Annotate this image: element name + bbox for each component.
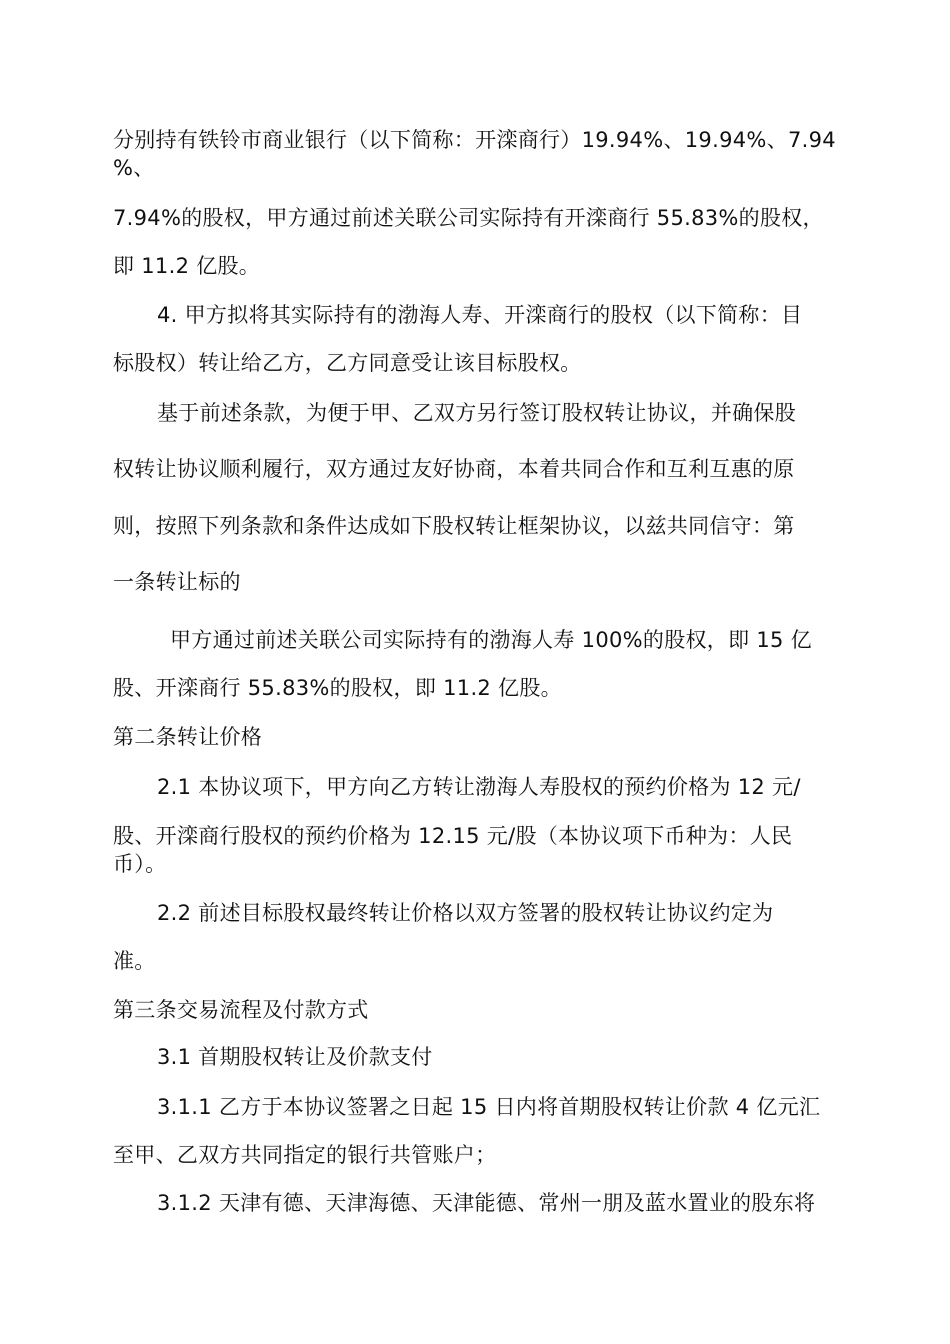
text-line-3: 7.94%的股权，甲方通过前述关联公司实际持有开滦商行 55.83%的股权，: [113, 206, 824, 230]
section-heading-3: 第三条交易流程及付款方式: [113, 998, 369, 1022]
text-line-1: 分别持有铁铃市商业银行（以下简称：开滦商行）19.94%、19.94%、7.94: [113, 128, 836, 152]
text-line-12: 股、开滦商行 55.83%的股权，即 11.2 亿股。: [113, 676, 562, 700]
text-line-9: 则，按照下列条款和条件达成如下股权转让框架协议，以兹共同信守：第: [113, 514, 795, 538]
text-line-8: 权转让协议顺利履行，双方通过友好协商，本着共同合作和互利互惠的原: [113, 457, 795, 481]
text-line-5: 4. 甲方拟将其实际持有的渤海人寿、开滦商行的股权（以下简称：目: [157, 303, 803, 327]
text-line-10: 一条转让标的: [113, 570, 241, 594]
text-line-20: 3.1 首期股权转让及价款支付: [157, 1045, 433, 1069]
text-line-22: 至甲、乙双方共同指定的银行共管账户；: [113, 1143, 497, 1167]
text-line-21: 3.1.1 乙方于本协议签署之日起 15 日内将首期股权转让价款 4 亿元汇: [157, 1095, 821, 1119]
text-line-6: 标股权）转让给乙方，乙方同意受让该目标股权。: [113, 351, 582, 375]
text-line-2: %、: [113, 156, 155, 180]
text-line-4: 即 11.2 亿股。: [113, 254, 261, 278]
text-line-15: 股、开滦商行股权的预约价格为 12.15 元/股（本协议项下币种为：人民: [113, 824, 793, 848]
text-line-7: 基于前述条款，为便于甲、乙双方另行签订股权转让协议，并确保股: [157, 401, 796, 425]
text-line-16: 币）。: [113, 852, 167, 876]
section-heading-2: 第二条转让价格: [113, 725, 263, 749]
text-line-14: 2.1 本协议项下，甲方向乙方转让渤海人寿股权的预约价格为 12 元/: [157, 775, 801, 799]
text-line-11: 甲方通过前述关联公司实际持有的渤海人寿 100%的股权，即 15 亿: [170, 628, 812, 652]
text-line-23: 3.1.2 天津有德、天津海德、天津能德、常州一朋及蓝水置业的股东将: [157, 1191, 816, 1215]
text-line-17: 2.2 前述目标股权最终转让价格以双方签署的股权转让协议约定为: [157, 901, 774, 925]
text-line-18: 准。: [113, 949, 156, 973]
